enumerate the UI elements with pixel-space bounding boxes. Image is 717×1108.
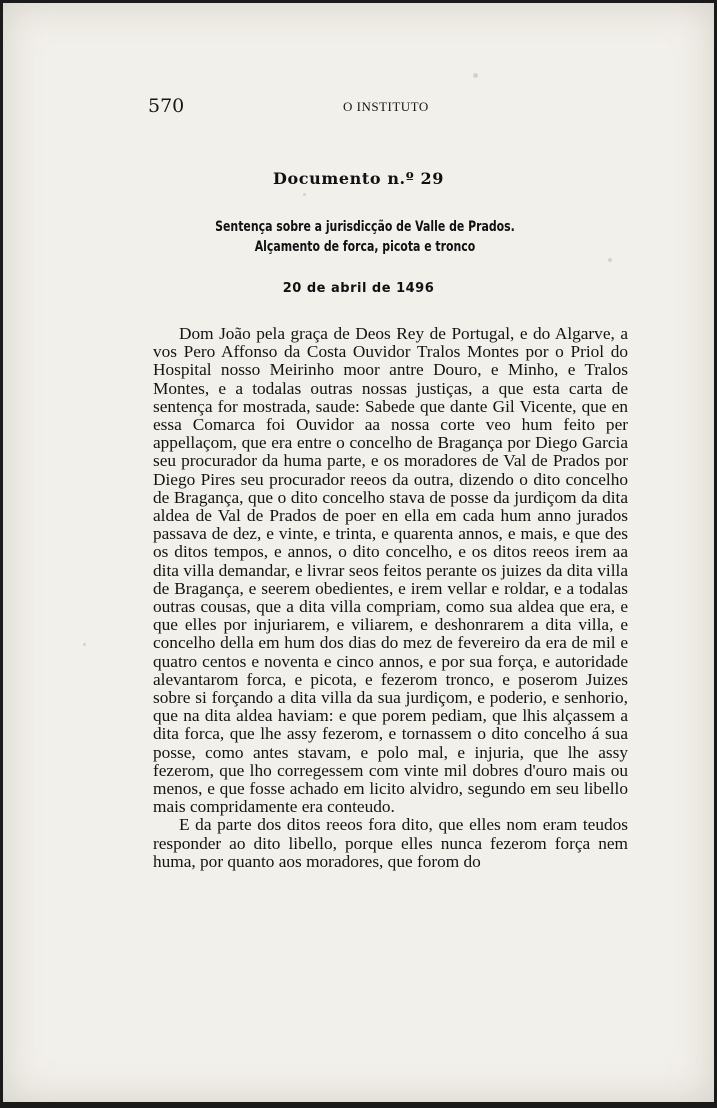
page-number: 570 — [148, 95, 185, 117]
subtitle-line-2: Alçamento de forca, picota e tronco — [254, 239, 476, 255]
paper-speck — [608, 258, 612, 262]
document-page — [3, 3, 714, 1102]
document-subtitle — [88, 217, 643, 257]
body-paragraph-1: Dom João pela graça de Deos Rey de Portugal, e do Algarve, a vos Pero Affonso da Costa Ouvidor Tralos Montes por o Priol do Hospital nosso Meirinho moor antre Douro, e Minho, e Tralos Montes, e a todalas outras nossas justiças, a que esta carta de sentença for mostrada, saude: Sabede que dante Gil Vicente, que en essa Comarca foi Ouvidor aa nossa corte veo hum feito per appellaçom, que era entre o concelho de Bragança por Diego Garcia seu procurador da huma parte, e os moradores de Val de Prados por Diego Pires seu procurador reeos da outra, dizendo o dito concelho de Bragança, que o dito concelho stava de posse da jurdiçom da dita aldea de Val de Prados de poer en ella em cada hum anno jurados passava de dez, e vinte, e trinta, e quarenta annos, e mais, e que des os ditos tempos, e annos, o dito concelho, e os ditos reeos irem aa dita villa demandar, e livrar seos feitos perante os juizes da dita villa de Bragança, e seerem obedientes, e irem vellar e roldar, e a todalas outras cousas, que a dita villa compriam, como sua aldea que era, e que elles por injuriarem, e viliarem, e deshonrarem a dita villa, e concelho della em hum dos dias do mez de fevereiro da era de mil e quatro centos e noventa e cinco annos, e por sua força, e autoridade alevantarom forca, e picota, e fezerom tronco, e poserom Juizes sobre si forçando a dita villa da sua jurdiçom, e poderio, e senhorio, que na dita aldea haviam: e que porem pediam, que lhis alçassem a dita forca, que lhe assy fezerom, e tornassem o dito concelho á sua posse, como antes stavam, e polo mal, e injuria, que lhe assy fezerom, que lho corregessem com vinte mil dobres d'ouro mais ou menos, e que fosse achado em licito alvidro, segundo em seu libello mais compridamente era conteudo. — [153, 324, 628, 817]
body-paragraph-2: E da parte dos ditos reeos fora dito, que elles nom eram teudos responder ao dito libello, porque elles nunca fezerom força nem huma, por quanto aos moradores, que forom do — [153, 815, 628, 871]
subtitle-line-1: Sentença sobre a jurisdicção de Valle de Prados. — [215, 219, 515, 235]
document-date: 20 de abril de 1496 — [282, 281, 435, 296]
paper-speck — [303, 193, 306, 196]
document-title: Documento n.º 29 — [273, 169, 444, 188]
paper-speck — [83, 643, 86, 646]
page-header — [148, 95, 628, 125]
running-head: O INSTITUTO — [343, 99, 429, 114]
paper-speck — [473, 73, 478, 78]
document-body — [153, 325, 628, 871]
